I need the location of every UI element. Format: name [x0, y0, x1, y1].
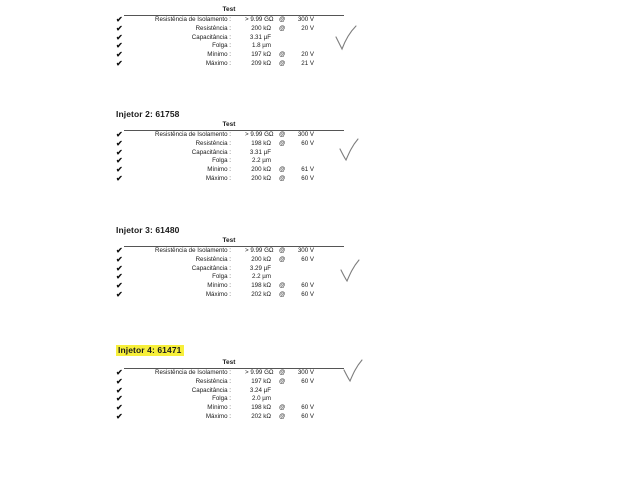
measurement-condition: 60 V [301, 174, 314, 182]
measurement-label: Resistência : [195, 139, 231, 147]
check-mark-icon: ✔ [116, 173, 123, 183]
measurement-label: Máximo : [205, 290, 231, 298]
measurement-row [114, 51, 414, 60]
measurement-row [114, 131, 414, 140]
measurement-condition: 60 V [301, 282, 314, 290]
measurement-condition: 21 V [301, 59, 314, 67]
check-mark-icon: ✔ [116, 376, 123, 386]
at-sign: @ [279, 174, 286, 182]
check-mark-icon: ✔ [116, 368, 123, 377]
handwritten-tick-icon [342, 358, 364, 384]
measurement-value: > 9.99 GΩ [245, 131, 274, 138]
measurement-label: Resistência de Isolamento : [154, 131, 231, 138]
test-header [124, 5, 334, 16]
measurement-condition: 60 V [301, 404, 314, 412]
measurement-value: 2.2 µm [251, 273, 271, 281]
check-mark-icon: ✔ [116, 50, 123, 60]
check-mark-icon: ✔ [116, 281, 123, 291]
measurement-row [114, 166, 414, 175]
test-header-label: Test [222, 121, 236, 128]
injector-title-highlighted: Injetor 4: 61471 [118, 345, 182, 355]
check-mark-icon: ✔ [116, 23, 123, 33]
measurement-label: Resistência de Isolamento : [154, 369, 231, 376]
measurement-row [114, 265, 414, 274]
test-header [124, 120, 334, 131]
handwritten-tick-icon [338, 137, 360, 163]
measurement-label: Capacitância : [191, 148, 231, 156]
measurement-row [114, 140, 414, 149]
at-sign: @ [279, 166, 286, 174]
measurement-row [114, 157, 414, 166]
at-sign: @ [279, 139, 286, 147]
measurement-value: 198 kΩ [251, 404, 271, 412]
at-sign: @ [279, 51, 286, 59]
measurement-condition: 60 V [301, 412, 314, 420]
measurement-row [114, 256, 414, 265]
measurement-value: 3.29 µF [249, 264, 271, 272]
measurement-row [114, 273, 414, 282]
measurement-condition: 20 V [301, 24, 314, 32]
check-mark-icon: ✔ [116, 147, 123, 157]
measurement-value: > 9.99 GΩ [245, 369, 274, 376]
measurement-condition: 300 V [297, 16, 314, 23]
measurement-value: 3.24 µF [249, 386, 271, 394]
check-mark-icon: ✔ [116, 138, 123, 148]
check-mark-icon: ✔ [116, 58, 123, 68]
measurement-condition: 61 V [301, 166, 314, 174]
measurement-label: Resistência : [195, 24, 231, 32]
measurement-label: Resistência de Isolamento : [154, 247, 231, 254]
measurement-value: 202 kΩ [251, 290, 271, 298]
measurement-condition: 300 V [297, 131, 314, 138]
measurement-label: Mínimo : [207, 404, 231, 412]
check-mark-icon: ✔ [116, 165, 123, 175]
measurement-label: Resistência : [195, 255, 231, 263]
measurement-row [114, 291, 414, 300]
at-sign: @ [279, 59, 286, 67]
check-mark-icon: ✔ [116, 394, 123, 404]
measurement-rows [114, 16, 414, 69]
measurement-condition: 60 V [301, 139, 314, 147]
measurement-value: 197 kΩ [251, 51, 271, 59]
at-sign: @ [279, 24, 286, 32]
check-mark-icon: ✔ [116, 385, 123, 395]
measurement-label: Máximo : [205, 412, 231, 420]
check-mark-icon: ✔ [116, 272, 123, 282]
at-sign: @ [279, 282, 286, 290]
measurement-row [114, 149, 414, 158]
injector-section-4 [114, 340, 414, 422]
test-header [124, 358, 334, 369]
at-sign: @ [279, 412, 286, 420]
measurement-value: 1.8 µm [251, 42, 271, 50]
measurement-label: Folga : [212, 42, 231, 50]
measurement-label: Resistência : [195, 377, 231, 385]
measurement-value: 3.31 µF [249, 33, 271, 41]
measurement-value: 2.0 µm [251, 395, 271, 403]
measurement-value: 200 kΩ [251, 255, 271, 263]
measurement-row [114, 25, 414, 34]
check-mark-icon: ✔ [116, 254, 123, 264]
measurement-label: Capacitância : [191, 386, 231, 394]
measurement-label: Máximo : [205, 174, 231, 182]
measurement-rows [114, 131, 414, 184]
at-sign: @ [279, 131, 286, 138]
at-sign: @ [279, 16, 286, 23]
measurement-condition: 20 V [301, 51, 314, 59]
test-header-label: Test [222, 237, 236, 244]
measurement-row [114, 404, 414, 413]
measurement-value: 197 kΩ [251, 377, 271, 385]
measurement-label: Capacitância : [191, 264, 231, 272]
measurement-condition: 300 V [297, 369, 314, 376]
measurement-row [114, 369, 414, 378]
handwritten-tick-icon [334, 24, 358, 52]
measurement-condition: 60 V [301, 377, 314, 385]
measurement-rows [114, 369, 414, 422]
measurement-row [114, 378, 414, 387]
handwritten-tick-icon [339, 258, 361, 284]
measurement-value: 200 kΩ [251, 166, 271, 174]
measurement-condition: 60 V [301, 255, 314, 263]
test-header-label: Test [222, 6, 236, 13]
at-sign: @ [279, 255, 286, 263]
measurement-value: 200 kΩ [251, 24, 271, 32]
check-mark-icon: ✔ [116, 130, 123, 139]
check-mark-icon: ✔ [116, 32, 123, 42]
measurement-rows [114, 247, 414, 300]
at-sign: @ [279, 290, 286, 298]
measurement-value: 209 kΩ [251, 59, 271, 67]
measurement-condition: 60 V [301, 290, 314, 298]
injector-title: Injetor 2: 61758 [116, 109, 180, 119]
measurement-label: Folga : [212, 395, 231, 403]
measurement-value: 198 kΩ [251, 139, 271, 147]
measurement-label: Mínimo : [207, 282, 231, 290]
at-sign: @ [279, 404, 286, 412]
measurement-value: 202 kΩ [251, 412, 271, 420]
measurement-row [114, 282, 414, 291]
check-mark-icon: ✔ [116, 263, 123, 273]
measurement-value: > 9.99 GΩ [245, 247, 274, 254]
measurement-label: Capacitância : [191, 33, 231, 41]
measurement-row [114, 60, 414, 69]
injector-section-2 [114, 109, 414, 184]
measurement-label: Máximo : [205, 59, 231, 67]
at-sign: @ [279, 369, 286, 376]
measurement-row [114, 395, 414, 404]
measurement-row [114, 42, 414, 51]
check-mark-icon: ✔ [116, 289, 123, 299]
test-header [124, 236, 334, 247]
measurement-value: 198 kΩ [251, 282, 271, 290]
measurement-row [114, 247, 414, 256]
check-mark-icon: ✔ [116, 156, 123, 166]
check-mark-icon: ✔ [116, 411, 123, 421]
check-mark-icon: ✔ [116, 246, 123, 255]
measurement-condition: 300 V [297, 247, 314, 254]
measurement-row [114, 175, 414, 184]
test-header-label: Test [222, 359, 236, 366]
check-mark-icon: ✔ [116, 403, 123, 413]
measurement-row [114, 16, 414, 25]
measurement-value: 2.2 µm [251, 157, 271, 165]
injector-section-1 [114, 0, 414, 69]
measurement-value: 200 kΩ [251, 174, 271, 182]
measurement-label: Mínimo : [207, 166, 231, 174]
measurement-value: 3.31 µF [249, 148, 271, 156]
measurement-label: Mínimo : [207, 51, 231, 59]
at-sign: @ [279, 247, 286, 254]
check-mark-icon: ✔ [116, 41, 123, 51]
measurement-label: Resistência de Isolamento : [154, 16, 231, 23]
measurement-label: Folga : [212, 273, 231, 281]
measurement-row [114, 34, 414, 43]
measurement-row [114, 387, 414, 396]
at-sign: @ [279, 377, 286, 385]
measurement-row [114, 413, 414, 422]
injector-title: Injetor 3: 61480 [116, 225, 180, 235]
measurement-label: Folga : [212, 157, 231, 165]
injector-section-3 [114, 225, 414, 300]
check-mark-icon: ✔ [116, 15, 123, 24]
measurement-value: > 9.99 GΩ [245, 16, 274, 23]
